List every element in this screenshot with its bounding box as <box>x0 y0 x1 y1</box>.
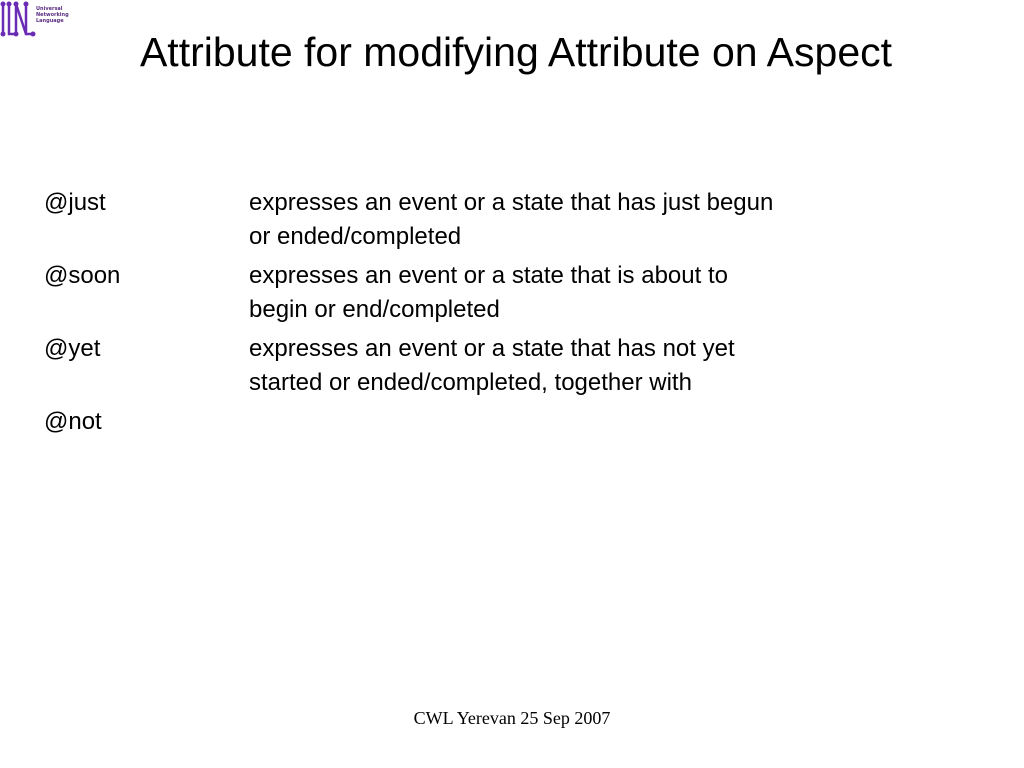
slide-title: Attribute for modifying Attribute on Aspect <box>139 29 893 75</box>
definition-line: begin or end/completed <box>249 296 500 323</box>
attribute-definition <box>249 186 889 254</box>
attribute-term: @soon <box>44 262 121 289</box>
slide-footer: CWL Yerevan 25 Sep 2007 <box>413 708 611 728</box>
list-item <box>44 405 924 439</box>
list-item <box>44 259 924 327</box>
logo-line: Networking <box>36 12 69 18</box>
logo-caption <box>36 6 69 24</box>
definition-line: or ended/completed <box>249 223 462 250</box>
definition-line: expresses an event or a state that has just begun <box>249 189 774 216</box>
definition-line: expresses an event or a state that is about to <box>249 262 728 289</box>
attribute-definition <box>249 332 889 400</box>
list-item <box>44 332 924 400</box>
definition-line: expresses an event or a state that has not yet <box>249 335 735 362</box>
attribute-definition <box>249 259 889 327</box>
attribute-term: @yet <box>44 335 101 362</box>
attribute-list <box>44 186 924 444</box>
list-item <box>44 186 924 254</box>
attribute-term: @just <box>44 189 106 216</box>
logo-line: Universal <box>36 6 63 12</box>
logo-line: Language <box>36 18 64 24</box>
attribute-term: @not <box>44 408 102 435</box>
attribute-definition <box>249 405 889 439</box>
definition-line: started or ended/completed, together with <box>249 369 692 396</box>
